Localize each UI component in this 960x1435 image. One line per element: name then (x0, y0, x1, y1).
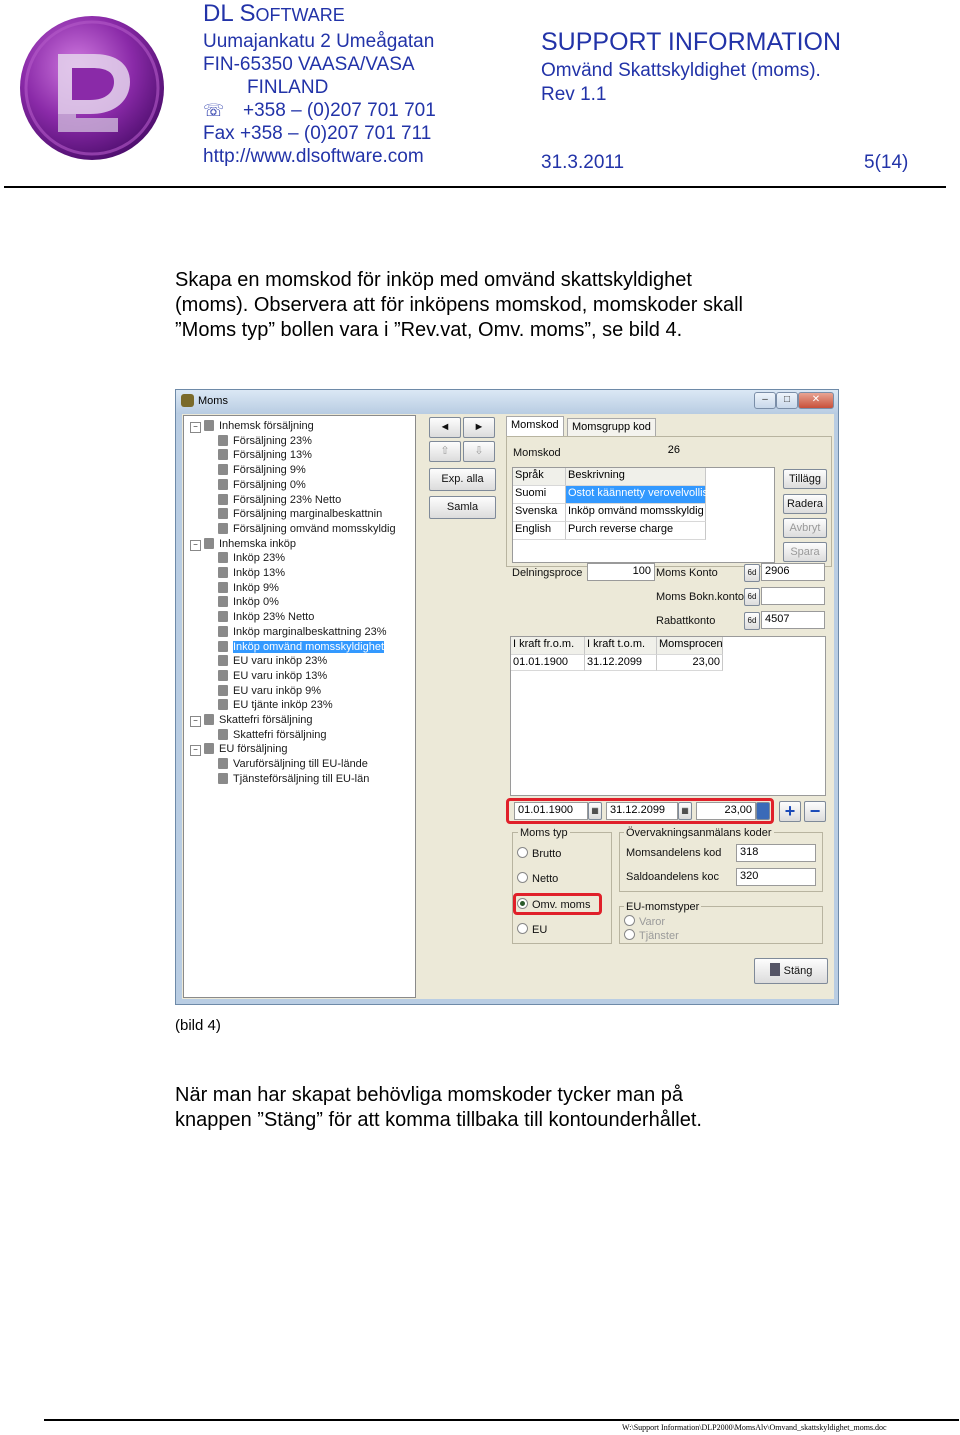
close-icon[interactable]: ✕ (798, 392, 834, 409)
document-icon (218, 699, 228, 710)
tree-group[interactable] (190, 714, 313, 727)
collapse-all-button[interactable]: Samla (429, 496, 496, 519)
window-client (182, 414, 834, 999)
tree-item[interactable] (218, 641, 384, 653)
tab-momsgrupp-kod[interactable]: Momsgrupp kod (567, 418, 656, 436)
exit-door-icon (770, 963, 780, 976)
telephone-icon: ☏ (203, 101, 225, 120)
document-icon (218, 758, 228, 769)
momskod-label: Momskod (513, 447, 561, 459)
intro-paragraph (175, 268, 743, 343)
closing-line-1: När man har skapat behövliga momskoder tycker man på (175, 1084, 684, 1106)
tree-item-label: Tjänsteförsäljning till EU-län (233, 772, 370, 785)
table-cell[interactable]: English (513, 522, 566, 540)
tree-item-label: Försäljning marginalbeskattnin (233, 508, 383, 521)
tree-item-label: Inköp 23% (233, 552, 285, 565)
rabattkonto-lookup-button[interactable]: 6d (744, 612, 760, 630)
tree-item[interactable] (218, 494, 341, 506)
moms-konto-lookup-button[interactable]: 6d (744, 564, 760, 582)
address-country: FINLAND (247, 77, 329, 98)
table-cell[interactable]: Purch reverse charge (566, 522, 706, 540)
eu-momstyper-group (619, 901, 823, 944)
collapse-toggle-icon[interactable]: − (190, 422, 201, 433)
table-cell[interactable]: Svenska (513, 504, 566, 522)
intro-line-2: (moms). Observera att för inköpens momskod, momskoder skall (175, 294, 743, 316)
tree-item-label: Försäljning omvänd momsskyldig (233, 522, 396, 535)
tree-item-label: Försäljning 0% (233, 478, 306, 491)
fax-line: Fax +358 – (0)207 701 711 (203, 123, 432, 144)
tree-item[interactable] (218, 479, 306, 491)
tree-item[interactable] (218, 464, 306, 476)
company-name: DL SOFTWARE (203, 0, 345, 27)
period-percent-input[interactable]: 23,00 (696, 802, 756, 820)
moms-tree[interactable] (183, 415, 416, 998)
window-title: Moms (198, 395, 228, 407)
tree-item-label: Inköp marginalbeskattning 23% (233, 625, 387, 638)
footer-divider (44, 1419, 959, 1421)
document-icon (218, 494, 228, 505)
tree-item-label: EU varu inköp 9% (233, 684, 322, 697)
remove-row-button[interactable]: − (804, 801, 826, 822)
radio-icon (624, 915, 635, 926)
delningsprocent-label: Delningsproce (512, 567, 583, 579)
address-line-2: FIN-65350 VAASA/VASA (203, 54, 415, 75)
period-to-input[interactable]: 31.12.2099 (606, 802, 678, 820)
saldoandel-input[interactable]: 320 (736, 868, 816, 886)
document-icon (218, 523, 228, 534)
tree-group[interactable] (190, 743, 287, 756)
column-header[interactable]: I kraft fr.o.m. (511, 637, 585, 655)
moms-konto-label: Moms Konto (656, 567, 718, 579)
radio-eu[interactable]: EU (517, 923, 547, 936)
move-up-button[interactable]: ⇧ (429, 441, 461, 462)
document-icon (218, 626, 228, 637)
period-from-input[interactable]: 01.01.1900 (514, 802, 588, 820)
radio-icon (517, 923, 528, 934)
add-row-button[interactable]: + (779, 801, 801, 822)
doc-date: 31.3.2011 (541, 152, 625, 173)
radio-icon (517, 847, 528, 858)
tree-item[interactable] (218, 567, 285, 579)
moms-bokn-konto-input[interactable] (761, 587, 825, 605)
document-icon (218, 641, 228, 652)
folder-icon (204, 714, 214, 725)
momsandel-input[interactable]: 318 (736, 844, 816, 862)
eu-momstyper-legend: EU-momstyper (626, 901, 700, 913)
phone-line: ☏ +358 – (0)207 701 701 (203, 100, 436, 121)
tree-item[interactable] (218, 435, 312, 447)
delningsprocent-input[interactable]: 100 (587, 563, 655, 581)
closing-line-2: knappen ”Stäng” för att komma tillbaka till kontounderhållet. (175, 1109, 702, 1131)
tree-item-label: Inköp 23% Netto (233, 611, 315, 624)
address-line-1: Uumajankatu 2 Umeågatan (203, 31, 435, 52)
tree-item-label: Försäljning 9% (233, 464, 306, 477)
footer-path: W:\Support Information\DLP2000\MomsAlv\Omvand_skattskyldighet_moms.doc (622, 1423, 887, 1432)
overvakning-group (619, 827, 823, 892)
document-icon (218, 508, 228, 519)
tree-item[interactable] (218, 758, 368, 770)
rabattkonto-input[interactable]: 4507 (761, 611, 825, 629)
table-cell[interactable]: Ostot käännetty verovelvollis (566, 486, 706, 504)
tab-momskod[interactable]: Momskod (506, 416, 564, 436)
rabattkonto-label: Rabattkonto (656, 615, 716, 627)
radio-tjanster[interactable]: Tjänster (624, 929, 679, 942)
tree-item-label: Skattefri försäljning (219, 714, 313, 726)
document-icon (218, 773, 228, 784)
tree-item-label: Försäljning 13% (233, 449, 312, 462)
maximize-icon[interactable]: □ (776, 392, 798, 409)
tree-item-label: Försäljning 23% (233, 434, 312, 447)
moms-konto-input[interactable]: 2906 (761, 563, 825, 581)
momsandel-label: Momsandelens kod (626, 847, 722, 859)
collapse-toggle-icon[interactable]: − (190, 716, 201, 727)
radio-omv-moms[interactable]: Omv. moms (517, 898, 590, 911)
move-down-button[interactable]: ⇩ (463, 441, 495, 462)
tree-item-label: Varuförsäljning till EU-lände (233, 758, 368, 771)
close-button[interactable]: Stäng (754, 958, 828, 984)
document-icon (218, 582, 228, 593)
radio-icon (624, 929, 635, 940)
table-cell[interactable]: 01.01.1900 (511, 655, 585, 671)
document-icon (218, 449, 228, 460)
document-icon (218, 479, 228, 490)
tree-item-label: EU tjänte inköp 23% (233, 699, 333, 712)
page-number: 5(14) (864, 152, 909, 173)
intro-line-3: ”Moms typ” bollen vara i ”Rev.vat, Omv. moms”, se bild 4. (175, 319, 683, 341)
document-icon (218, 464, 228, 475)
tree-group[interactable] (190, 420, 314, 433)
calendar-icon[interactable]: ▦ (588, 802, 602, 820)
moms-window (175, 389, 839, 1005)
tree-item[interactable] (218, 508, 382, 520)
table-cell[interactable]: Inköp omvänd momsskyldig (566, 504, 706, 522)
tree-item[interactable] (218, 699, 333, 711)
document-icon (218, 611, 228, 622)
language-table[interactable] (512, 467, 775, 563)
folder-icon (204, 538, 214, 549)
column-header[interactable]: Språk (513, 468, 566, 486)
moms-typ-legend: Moms typ (520, 827, 568, 839)
document-icon (218, 670, 228, 681)
document-icon (218, 567, 228, 578)
radio-varor[interactable]: Varor (624, 915, 665, 928)
moms-typ-group (512, 827, 612, 944)
doc-title: SUPPORT INFORMATION (541, 28, 842, 56)
tree-item-label: Inköp omvänd momsskyldighet (233, 640, 385, 653)
tree-item[interactable] (218, 582, 279, 594)
tree-item[interactable] (218, 685, 321, 697)
column-header[interactable]: Beskrivning (566, 468, 706, 486)
document-icon (218, 655, 228, 666)
figure-caption: (bild 4) (175, 1017, 221, 1034)
dl-software-logo (18, 14, 166, 162)
tree-item[interactable] (218, 773, 369, 785)
collapse-toggle-icon[interactable]: − (190, 745, 201, 756)
folder-icon (204, 420, 214, 431)
document-icon (218, 596, 228, 607)
collapse-toggle-icon[interactable]: − (190, 540, 201, 551)
momskod-panel (506, 436, 832, 567)
doc-revision: Rev 1.1 (541, 84, 607, 105)
cancel-button[interactable]: Avbryt (783, 518, 827, 538)
radio-netto[interactable]: Netto (517, 872, 558, 885)
add-button[interactable]: Tillägg (783, 469, 827, 489)
tree-item-label: Inköp 0% (233, 596, 279, 609)
header-divider (4, 186, 946, 188)
tree-item[interactable] (218, 449, 312, 461)
tree-item-label: EU varu inköp 23% (233, 655, 328, 668)
radio-icon (517, 872, 528, 883)
intro-line-1: Skapa en momskod för inköp med omvänd skattskyldighet (175, 269, 692, 291)
tree-item-label: EU försäljning (219, 743, 288, 756)
tree-item-label: Inhemsk försäljning (219, 420, 314, 432)
column-header[interactable]: I kraft t.o.m. (585, 637, 657, 655)
tree-item[interactable] (218, 655, 327, 667)
saldoandel-label: Saldoandelens koc (626, 871, 719, 883)
tree-item[interactable] (218, 596, 279, 608)
app-icon (181, 394, 194, 407)
tree-item[interactable] (218, 552, 285, 564)
save-button[interactable]: Spara (783, 542, 827, 562)
period-table[interactable] (510, 636, 826, 796)
moms-bokn-konto-label: Moms Bokn.konto (656, 591, 745, 603)
folder-icon (204, 743, 214, 754)
momskod-value: 26 (587, 443, 683, 461)
tree-item-label: Inköp 9% (233, 581, 279, 594)
delete-button[interactable]: Radera (783, 494, 827, 514)
radio-brutto[interactable]: Brutto (517, 847, 561, 860)
expand-all-button[interactable]: Exp. alla (429, 468, 496, 491)
tree-item[interactable] (218, 670, 327, 682)
tree-item[interactable] (218, 626, 386, 638)
doc-subtitle: Omvänd Skattskyldighet (moms). (541, 60, 821, 81)
tree-item[interactable] (218, 729, 327, 741)
closing-paragraph (175, 1083, 702, 1133)
overvakning-legend: Övervakningsanmälans koder (626, 827, 772, 839)
omv-moms-highlight (513, 893, 602, 915)
table-cell[interactable]: 23,00 (657, 655, 723, 671)
tree-item-label: Skattefri försäljning (233, 728, 327, 741)
table-cell[interactable]: 31.12.2099 (585, 655, 657, 671)
website-url: http://www.dlsoftware.com (203, 146, 424, 167)
tree-item[interactable] (218, 523, 396, 535)
column-header[interactable]: Momsprocen (657, 637, 723, 655)
moms-bokn-lookup-button[interactable]: 6d (744, 588, 760, 606)
edit-row-highlight (506, 798, 774, 824)
document-icon (218, 552, 228, 563)
window-titlebar[interactable] (176, 390, 838, 414)
tree-item-label: Inhemska inköp (219, 537, 297, 550)
tree-item-label: Inköp 13% (233, 567, 285, 579)
next-button[interactable]: ► (463, 417, 495, 438)
tree-item[interactable] (218, 611, 314, 623)
tree-item-label: Försäljning 23% Netto (233, 493, 342, 506)
table-cell[interactable]: Suomi (513, 486, 566, 504)
document-icon (218, 685, 228, 696)
tree-item-label: EU varu inköp 13% (233, 669, 328, 682)
document-icon (218, 435, 228, 446)
calendar-icon[interactable]: ▦ (678, 802, 692, 820)
document-icon (218, 729, 228, 740)
prev-button[interactable]: ◄ (429, 417, 461, 438)
tree-group[interactable] (190, 538, 296, 551)
minimize-icon[interactable]: – (754, 392, 776, 409)
